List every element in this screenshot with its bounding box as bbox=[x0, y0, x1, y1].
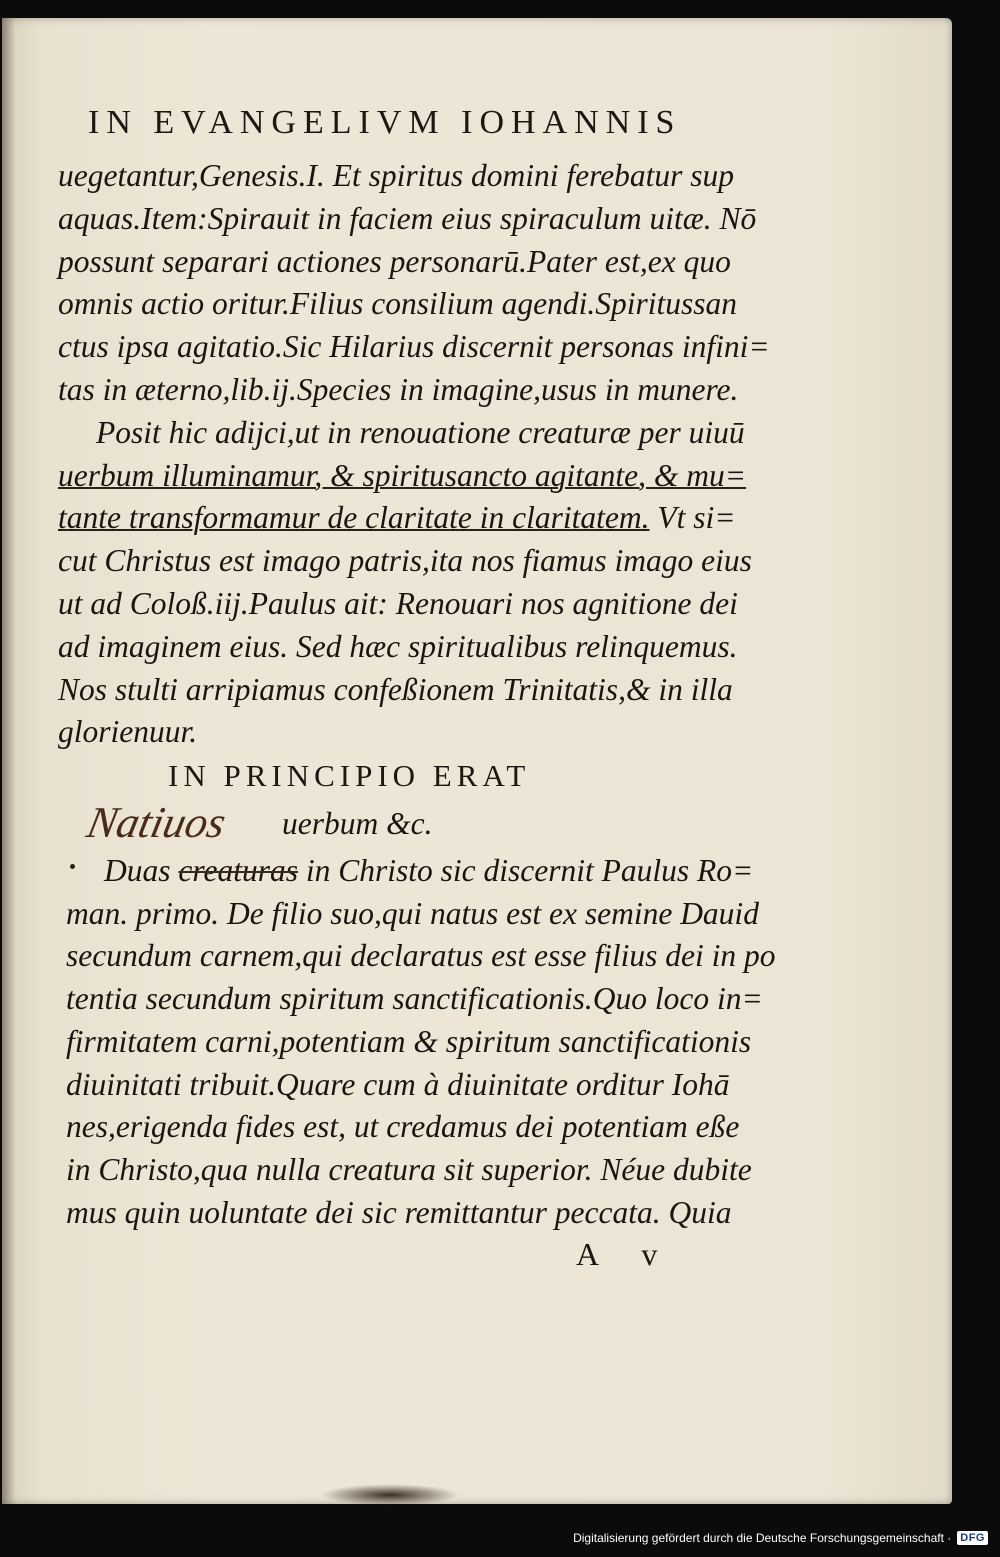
paragraph-three bbox=[66, 850, 776, 1234]
signature-mark: A v bbox=[576, 1236, 676, 1272]
credit-text: Digitalisierung gefördert durch die Deutsche Forschungsgemeinschaft · bbox=[573, 1531, 952, 1545]
text-line: secundum carnem,qui declaratus est esse filius dei in po bbox=[66, 938, 776, 974]
text-fragment: in Christo sic discernit Paulus Ro= bbox=[297, 853, 754, 888]
underlined-text-line: uerbum illuminamur, & spiritusancto agitante, & mu= bbox=[58, 457, 747, 493]
text-line: Posit hic adijci,ut in renouatione creaturæ per uiuū bbox=[96, 414, 745, 450]
text-line: omnis actio oritur.Filius consilium agendi.Spiritussan bbox=[58, 286, 738, 322]
text-line: in Christo,qua nulla creatura sit superior. Néue dubite bbox=[66, 1151, 752, 1187]
text-line: cut Christus est imago patris,ita nos fiamus imago eius bbox=[58, 543, 752, 579]
text-line: ad imaginem eius. Sed hæc spiritualibus relinquemus. bbox=[58, 628, 738, 664]
handwritten-annotation: Natiuos bbox=[82, 798, 231, 847]
text-line: mus quin uoluntate dei sic remittantur peccata. Quia bbox=[66, 1194, 732, 1230]
section-heading: IN PRINCIPIO ERAT bbox=[168, 758, 531, 793]
dfg-logo: DFG bbox=[957, 1531, 988, 1545]
verbum-line: uerbum &c. bbox=[282, 806, 433, 841]
text-line: Nos stulti arripiamus confeßionem Trinitatis,& in illa bbox=[58, 671, 733, 707]
text-line: possunt separari actiones personarū.Pater est,ex quo bbox=[58, 243, 731, 279]
text-line bbox=[58, 497, 758, 540]
text-fragment: Vt si= bbox=[649, 500, 736, 536]
text-line: man. primo. De filio suo,qui natus est ex semine Dauid bbox=[66, 895, 759, 931]
text-line: aquas.Item:Spirauit in faciem eius spiraculum uitæ. Nō bbox=[58, 200, 757, 236]
text-line: diuinitati tribuit.Quare cum à diuinitate orditur Iohā bbox=[66, 1066, 730, 1102]
text-line: uegetantur,Genesis.I. Et spiritus domini ferebatur sup bbox=[58, 158, 735, 193]
page-gutter-shadow bbox=[2, 18, 16, 1504]
text-line bbox=[66, 850, 766, 893]
text-line: nes,erigenda fides est, ut credamus dei potentiam eße bbox=[66, 1109, 740, 1145]
running-head: IN EVANGELIVM IOHANNIS bbox=[88, 104, 682, 141]
paragraph-one bbox=[58, 155, 770, 754]
text-line: ut ad Coloß.iij.Paulus ait: Renouari nos agnitione dei bbox=[58, 585, 738, 621]
text-line: ctus ipsa agitatio.Sic Hilarius discernit personas infini= bbox=[58, 329, 770, 365]
page-stain bbox=[320, 1484, 460, 1506]
text-line: tas in æterno,lib.ij.Species in imagine,usus in munere. bbox=[58, 371, 739, 407]
underlined-text: tante transformamur de claritate in claritatem. bbox=[58, 500, 650, 536]
struck-text: creaturas bbox=[178, 853, 298, 888]
text-line: tentia secundum spiritum sanctificationis.Quo loco in= bbox=[66, 981, 763, 1017]
text-fragment: Duas bbox=[104, 853, 179, 888]
text-line: glorienuur. bbox=[58, 714, 198, 750]
text-line: firmitatem carni,potentiam & spiritum sanctificationis bbox=[66, 1023, 752, 1059]
digitization-credit bbox=[573, 1527, 988, 1549]
